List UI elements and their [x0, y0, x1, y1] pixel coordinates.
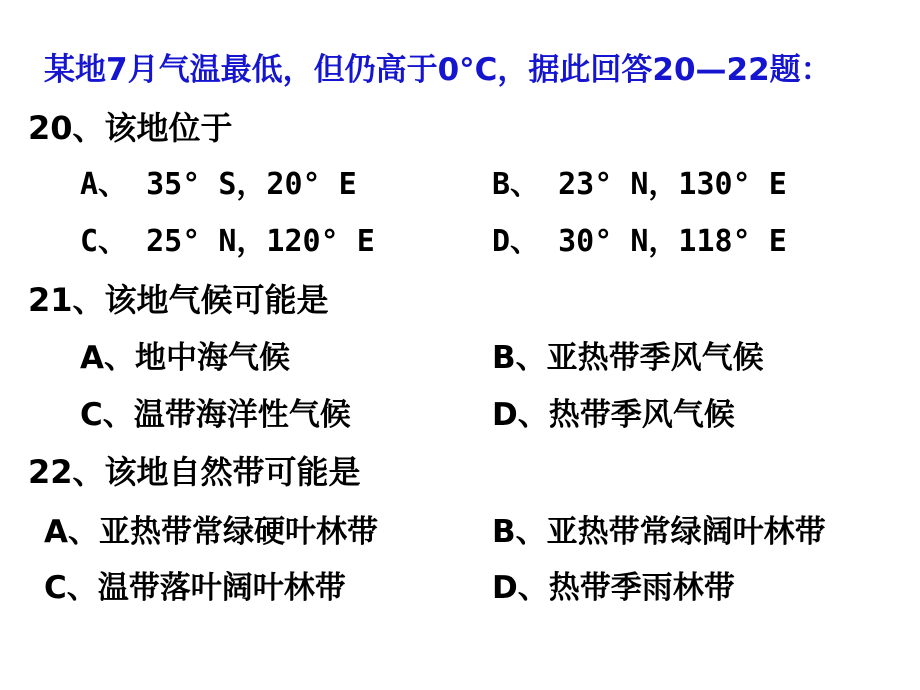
- question-21-stem: 21、该地气候可能是: [28, 281, 329, 319]
- q20-option-b[interactable]: B、 23° N，130° E: [492, 167, 787, 202]
- q21-option-b[interactable]: B、亚热带季风气候: [492, 340, 764, 376]
- intro-instruction: 某地7月气温最低，但仍高于0°C，据此回答20—22题：: [44, 52, 832, 88]
- q21-option-d[interactable]: D、热带季风气候: [492, 397, 735, 433]
- q22-option-d[interactable]: D、热带季雨林带: [492, 570, 735, 606]
- q21-option-a[interactable]: A、地中海气候: [80, 340, 290, 376]
- q20-option-c[interactable]: C、 25° N，120° E: [80, 224, 375, 259]
- q20-option-a[interactable]: A、 35° S，20° E: [80, 167, 357, 202]
- q22-option-b[interactable]: B、亚热带常绿阔叶林带: [492, 514, 826, 550]
- question-20-stem: 20、该地位于: [28, 109, 233, 147]
- q20-option-d[interactable]: D、 30° N，118° E: [492, 224, 787, 259]
- question-22-stem: 22、该地自然带可能是: [28, 453, 361, 491]
- q22-option-c[interactable]: C、温带落叶阔叶林带: [44, 570, 346, 606]
- q21-option-c[interactable]: C、温带海洋性气候: [80, 397, 351, 433]
- q22-option-a[interactable]: A、亚热带常绿硬叶林带: [44, 514, 378, 550]
